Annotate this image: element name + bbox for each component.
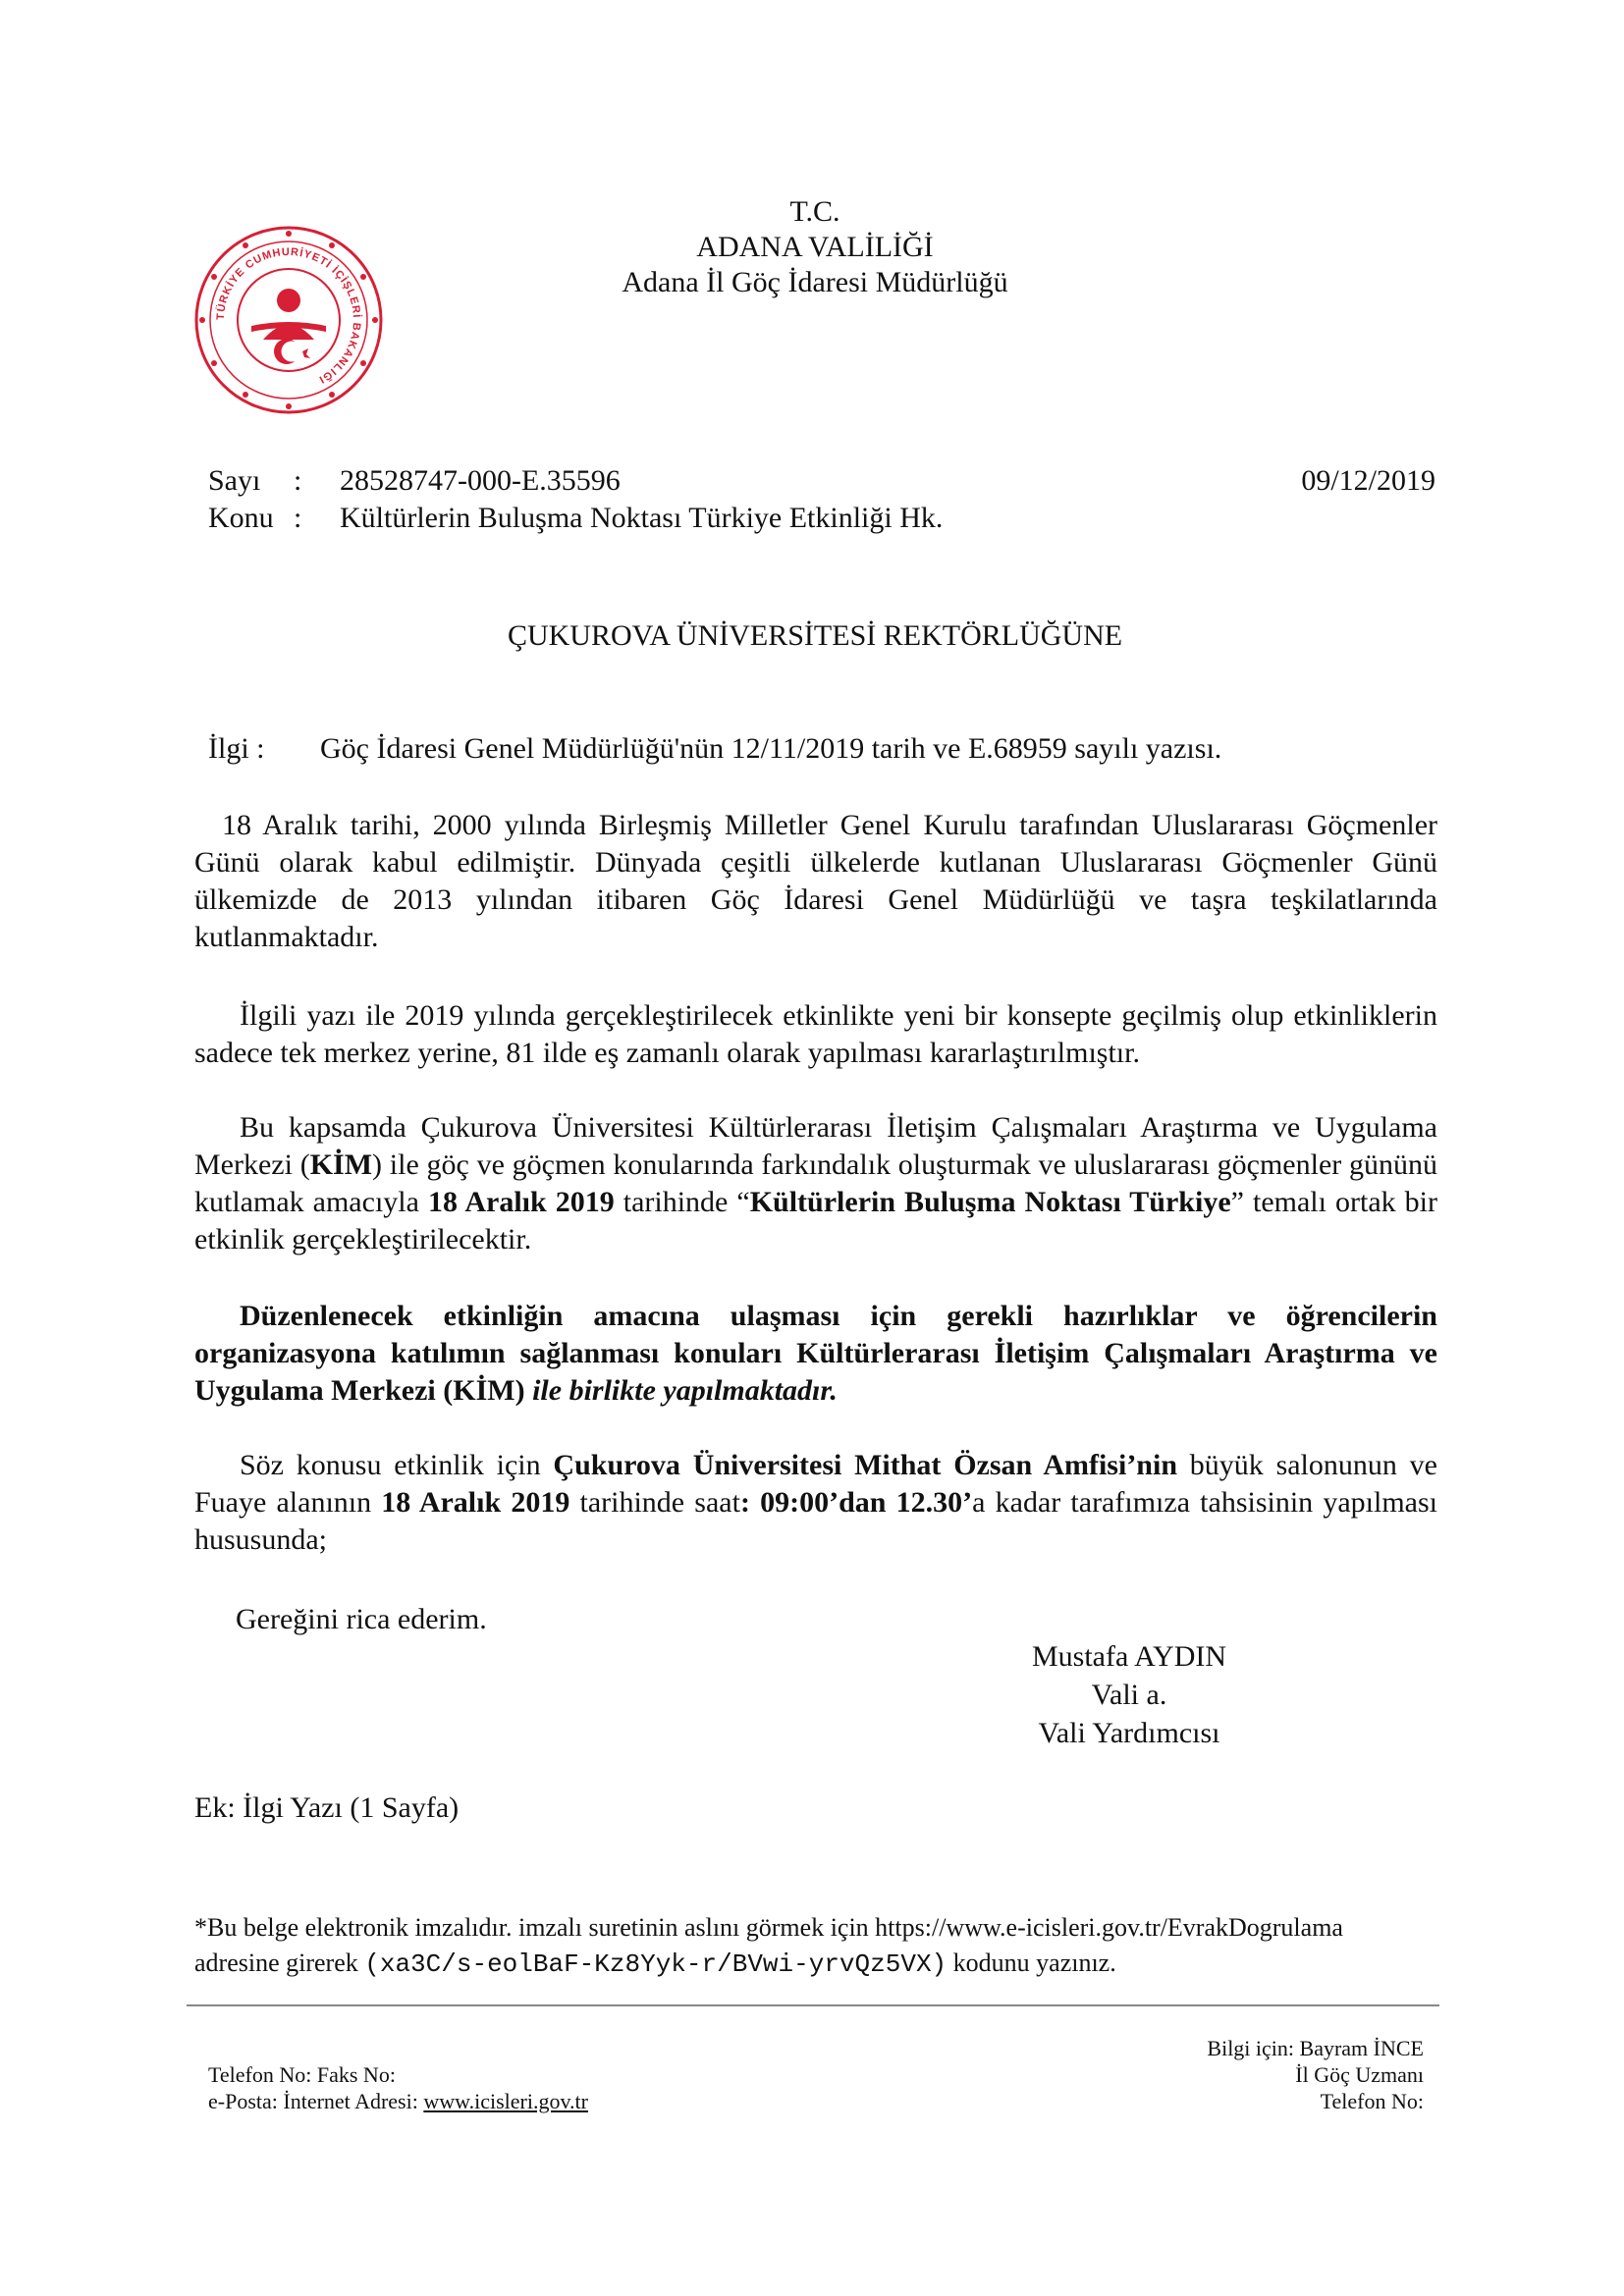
konu-colon: : [294,502,302,534]
footer-contact: e-Posta: İnternet Adresi: www.icisleri.gov.tr [208,2089,588,2113]
reference-line [208,731,1435,769]
ilgi-value: Göç İdaresi Genel Müdürlüğü'nün 12/11/2019 tarih ve E.68959 sayılı yazısı. [320,732,1222,765]
paragraph-2: İlgili yazı ile 2019 yılında gerçekleştirilecek etkinlikte yeni bir konsepte geçilmiş olup etkinliklerin sadece tek merkez yerine, 81 ilde eş zamanlı olarak yapılması kararlaştırılmıştır. [194,999,1437,1069]
header-governorship: ADANA VALİLİĞİ [696,231,934,263]
attachment-note: Ek: İlgi Yazı (1 Sayfa) [194,1791,460,1824]
seal-icon [192,224,385,416]
header-tc: T.C. [789,195,840,228]
letterhead [491,194,1139,300]
konu-label: Konu [208,502,274,534]
e-signature-line1: *Bu belge elektronik imzalıdır. imzalı suretinin aslını görmek için https://www.e-icisleri.gov.tr/EvrakDogrulama [194,1913,1343,1942]
svg-text:TÜRKİYE CUMHURİYETİ İÇİŞLERİ B: TÜRKİYE CUMHURİYETİ İÇİŞLERİ BAKANLIĞI [214,245,363,386]
footer-phone-fax: Telefon No: Faks No: [208,2062,396,2087]
sayi-label: Sayı [208,464,261,497]
signer-proxy: Vali a. [1091,1679,1167,1711]
paragraph-1: 18 Aralık tarihi, 2000 yılında Birleşmiş Milletler Genel Kurulu tarafından Uluslararası Göçmenler Günü olarak kabul edilmiştir. Dünyada çeşitli ülkelerde kutlanan Uluslararası Göçmenler Günü ülkemizde de 2013 yılından itibaren Göç İdaresi Genel Müdürlüğü ve taşra teşkilatlarında kutlanmaktadır. [194,809,1437,953]
ministry-seal [192,224,385,416]
verification-code: (xa3C/s-eolBaF-Kz8Yyk-r/BVwi-yrvQz5VX) [364,1949,947,1979]
signer-title: Vali Yardımcısı [1038,1717,1220,1749]
reference-block [208,463,1435,538]
document-number: 28528747-000-E.35596 [340,464,621,497]
website-link[interactable]: www.icisleri.gov.tr [423,2089,588,2113]
subject: Kültürlerin Buluşma Noktası Türkiye Etkinliği Hk. [340,502,944,534]
footer-divider [187,2004,1439,2006]
sayi-colon: : [294,464,302,497]
paragraph-4: Düzenlenecek etkinliğin amacına ulaşması için gerekli hazırlıklar ve öğrencilerin organizasyona katılımın sağlanması konuları Kültürlerarası İletişim Çalışmaları Araştırma ve Uygulama Merkezi (KİM) ile birlikte yapılmaktadır. [194,1300,1437,1407]
signature-block [982,1637,1276,1752]
ilgi-label: İlgi : [208,732,265,765]
e-signature-note [194,1910,1461,1982]
paragraph-5: Söz konusu etkinlik için Çukurova Üniversitesi Mithat Özsan Amfisi’nin büyük salonunun ve Fuaye alanının 18 Aralık 2019 tarihinde saat: 09:00’dan 12.30’a kadar tarafımıza tahsisinin yapılması hususunda; [194,1449,1437,1556]
paragraph-3: Bu kapsamda Çukurova Üniversitesi Kültürlerarası İletişim Çalışmaları Araştırma ve Uygulama Merkezi (KİM) ile göç ve göçmen konularında farkındalık oluşturmak ve uluslararası göçmenler gününü kutlamak amacıyla 18 Aralık 2019 tarihinde “Kültürlerin Buluşma Noktası Türkiye” temalı ortak bir etkinlik gerçekleştirilecektir. [194,1111,1438,1255]
closing-line: Gereğini rica ederim. [236,1603,487,1635]
footer-info-title: İl Göç Uzmanı [1295,2062,1424,2087]
signer-name: Mustafa AYDIN [1031,1640,1227,1673]
header-directorate: Adana İl Göç İdaresi Müdürlüğü [622,266,1008,298]
footer-info-phone: Telefon No: [1320,2089,1424,2113]
footer-right [1031,2035,1424,2114]
document-date: 09/12/2019 [1301,464,1435,497]
footer-info-contact: Bilgi için: Bayram İNCE [1207,2036,1424,2060]
recipient: ÇUKUROVA ÜNİVERSİTESİ REKTÖRLÜĞÜNE [507,619,1123,652]
footer-left [208,2061,895,2114]
e-signature-line2: adresine girerek (xa3C/s-eolBaF-Kz8Yyk-r/BVwi-yrvQz5VX) kodunu yazınız. [194,1949,1116,1979]
